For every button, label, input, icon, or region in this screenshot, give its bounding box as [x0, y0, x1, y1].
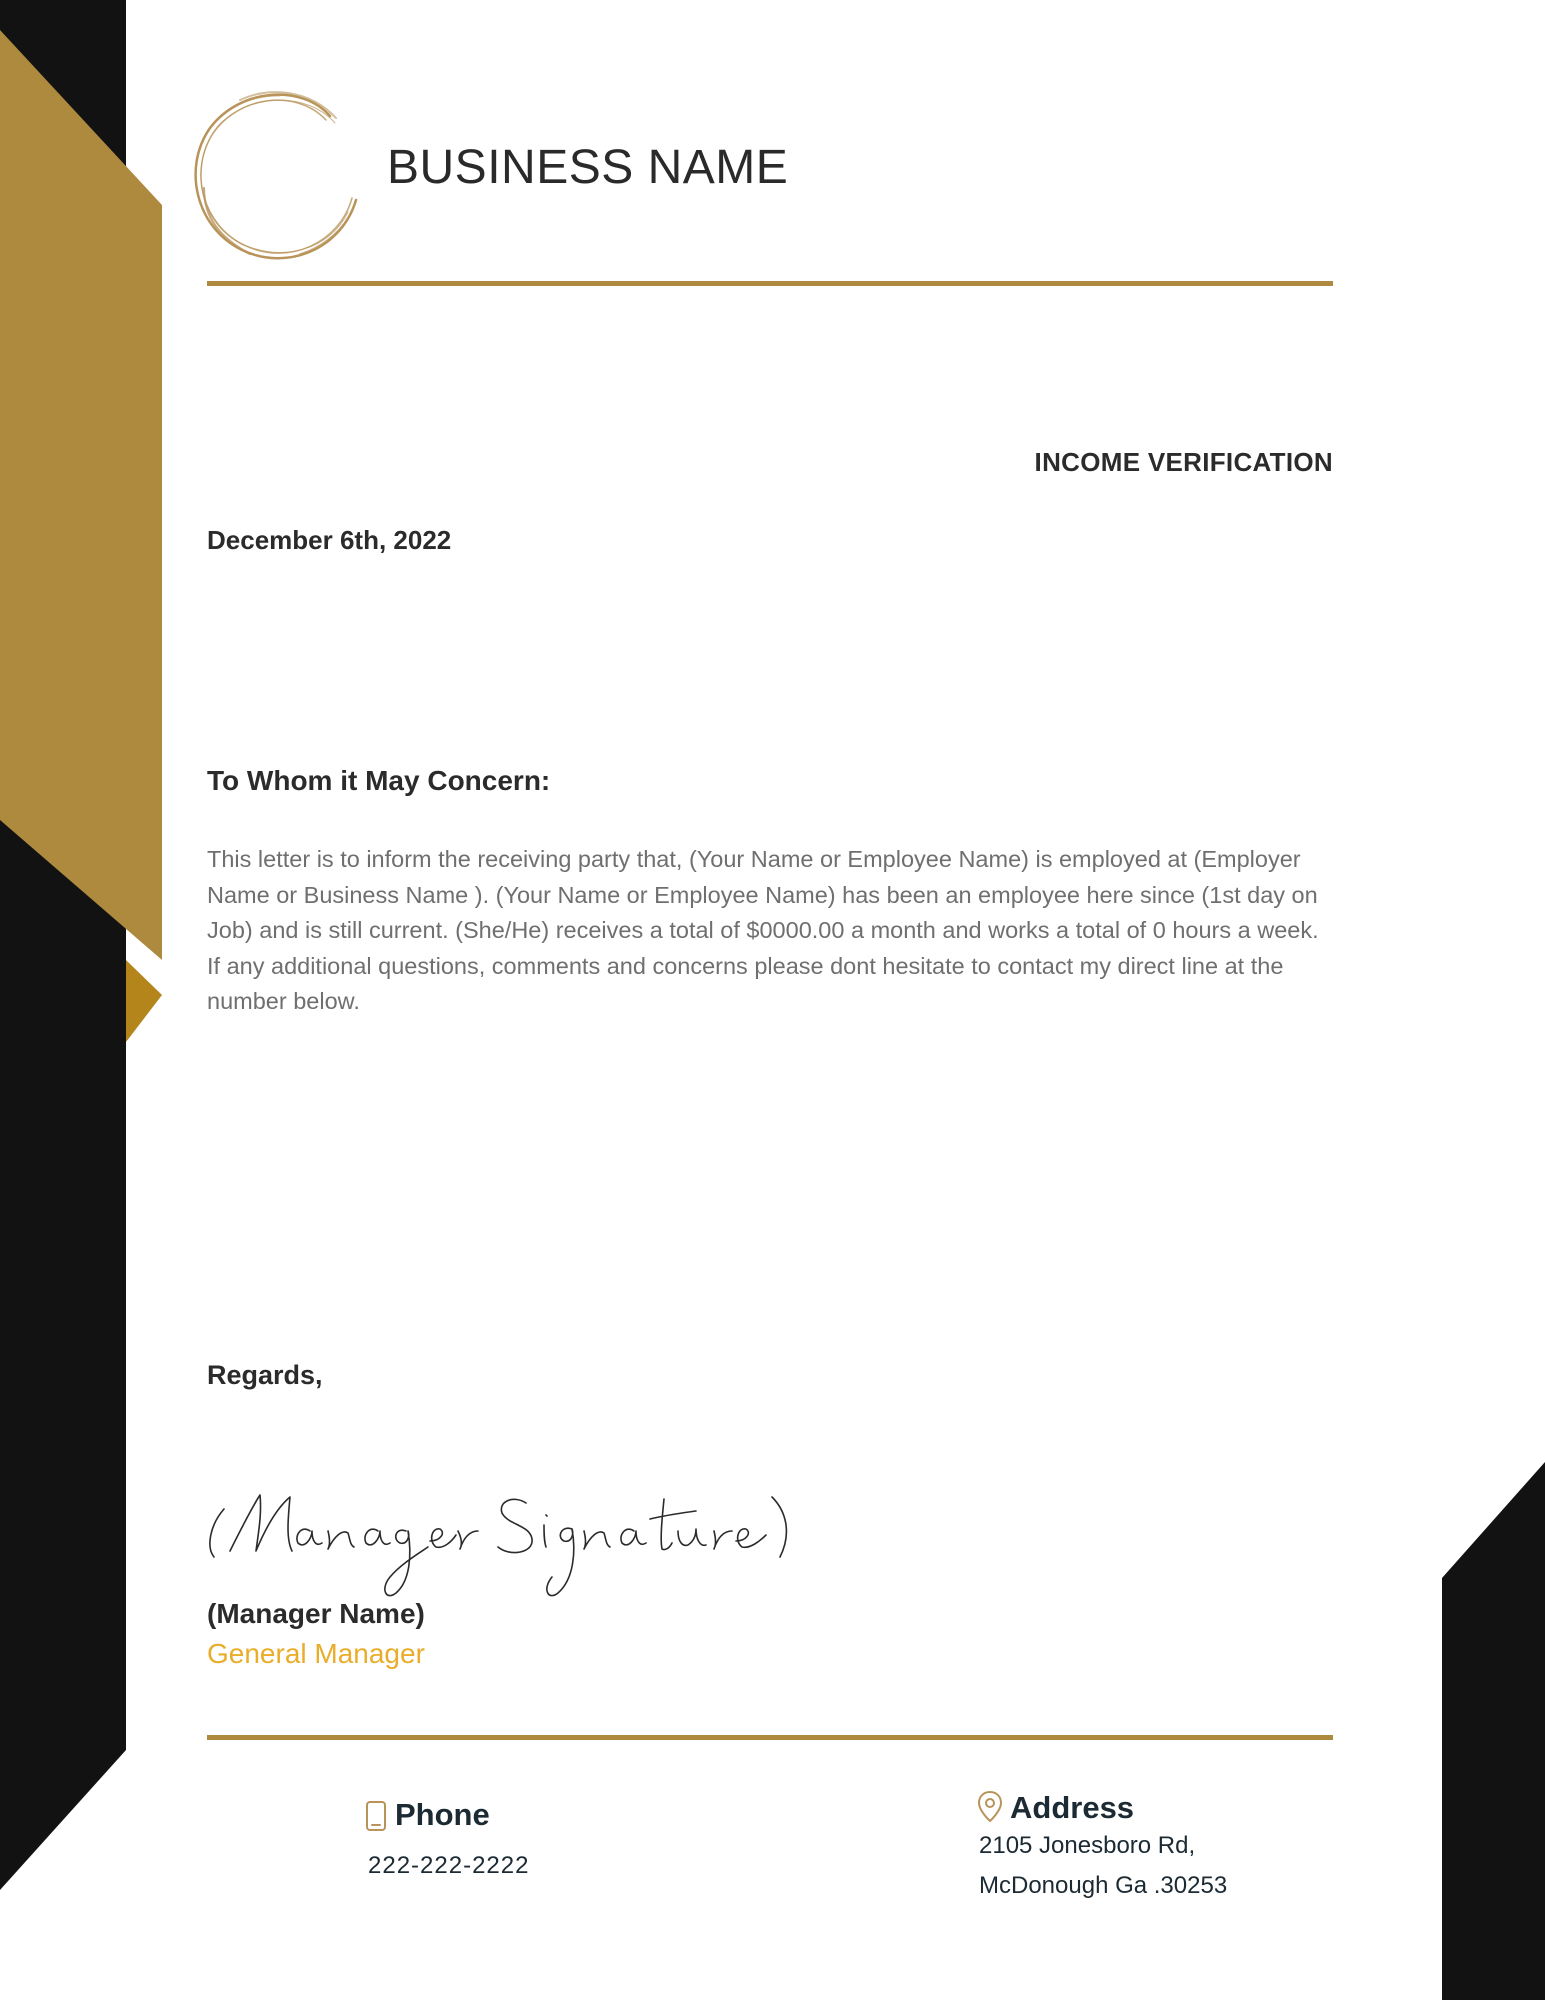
map-pin-icon	[976, 1790, 1004, 1824]
phone-number: 222-222-2222	[368, 1852, 530, 1879]
footer-divider	[207, 1735, 1333, 1740]
document-title: INCOME VERIFICATION	[1034, 447, 1333, 477]
business-name: BUSINESS NAME	[387, 141, 789, 194]
manager-name: (Manager Name)	[207, 1598, 425, 1629]
header-divider	[207, 281, 1333, 286]
address-line-1: 2105 Jonesboro Rd,	[979, 1832, 1196, 1859]
address-label: Address	[1010, 1790, 1135, 1825]
manager-signature	[200, 1485, 840, 1605]
salutation: To Whom it May Concern:	[207, 765, 551, 796]
closing: Regards,	[207, 1360, 323, 1390]
logo-circle-icon	[180, 78, 370, 268]
left-gold-panel	[0, 30, 162, 960]
address-line-2: McDonough Ga .30253	[979, 1872, 1228, 1899]
letter-date: December 6th, 2022	[207, 525, 452, 555]
manager-title: General Manager	[207, 1638, 425, 1669]
left-gold-accent	[126, 960, 162, 1042]
letter-body: This letter is to inform the receiving party that, (Your Name or Employee Name) is employed at (Employer Name or Business Name ). (Your Name or Employee Name) has been an employee here since (1st day on Job) and is still current. (She/He) receives a total of $0000.00 a month and works a total of 0 hours a week. If any additional questions, comments and concerns please dont hesitate to contact my direct line at the number below.	[207, 846, 1319, 1014]
right-black-band	[1442, 1462, 1545, 2000]
phone-icon	[364, 1800, 388, 1832]
phone-label: Phone	[395, 1797, 490, 1832]
